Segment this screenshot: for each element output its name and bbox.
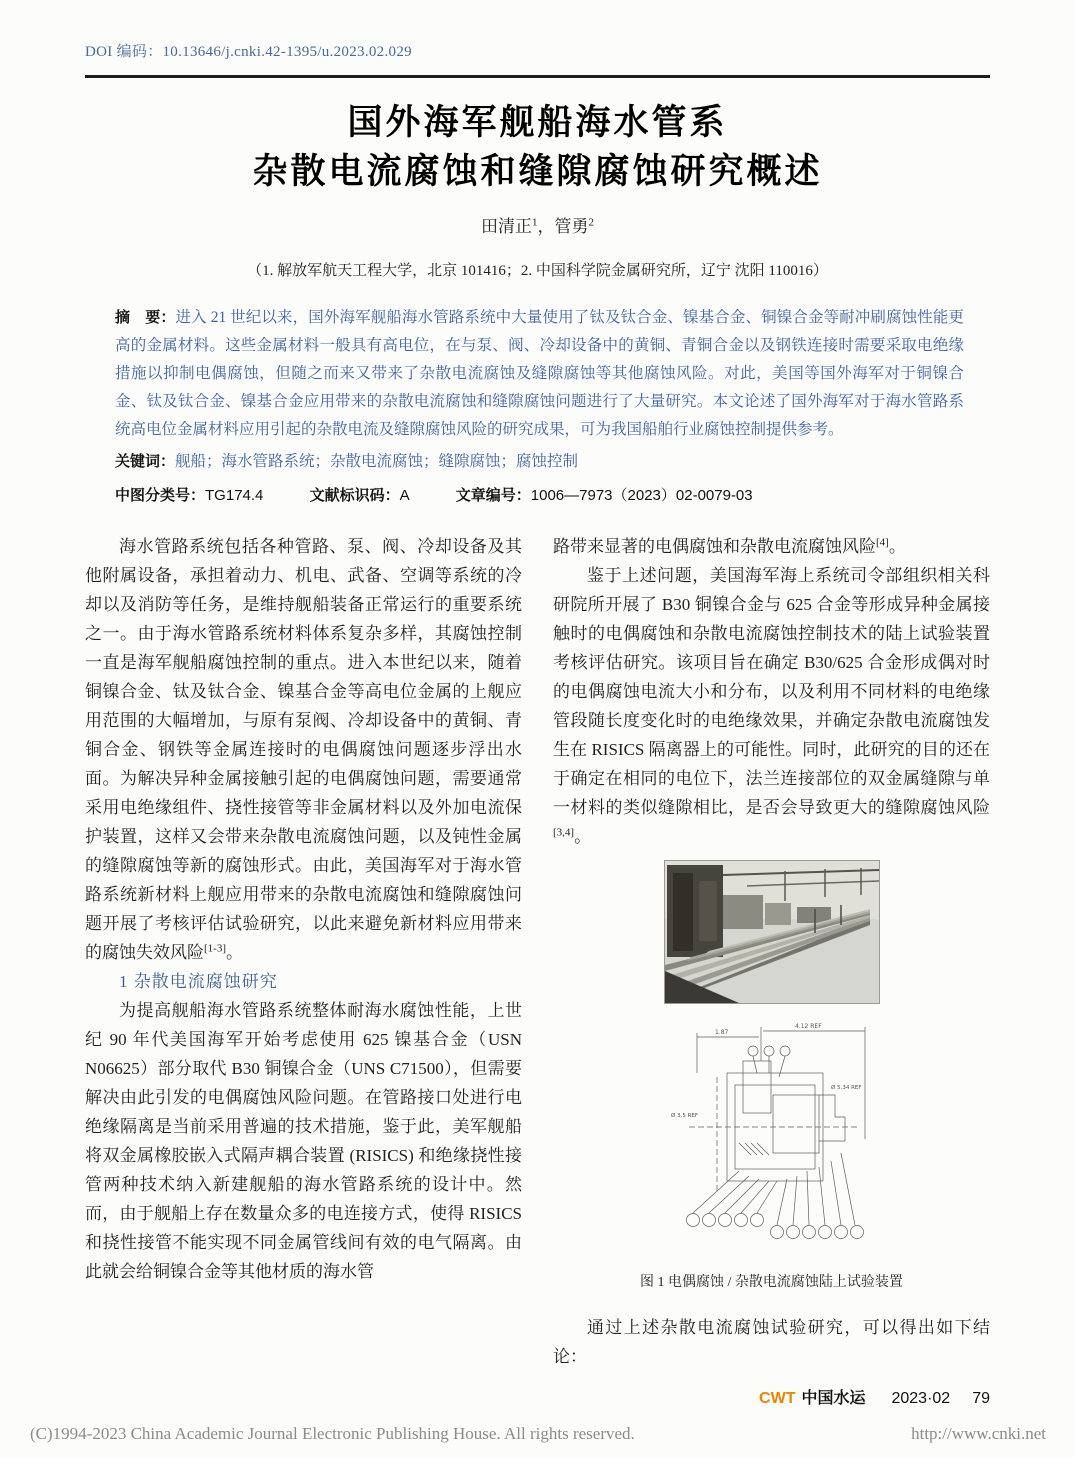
body-paragraph-1: [85, 532, 522, 967]
figure-1-caption: 图 1 电偶腐蚀 / 杂散电流腐蚀陆上试验装置: [640, 1275, 903, 1290]
reference-mark: [1-3]: [204, 942, 226, 955]
article-title-line1: 国外海军舰船海水管系: [347, 103, 728, 142]
sentence-period: 。: [888, 537, 906, 556]
reference-mark: [3,4]: [553, 826, 575, 839]
body-paragraph-4: [553, 561, 990, 851]
clc-label: 中图分类号：: [115, 487, 206, 504]
sentence-period: 。: [574, 827, 592, 846]
affiliation-line: （1. 解放军航天工程大学，北京 101416；2. 中国科学院金属研究所，辽宁 沈阳 110016）: [247, 263, 828, 279]
journal-footer: [759, 1385, 990, 1408]
two-column-body: [85, 532, 990, 1371]
journal-abbr: CWT: [759, 1390, 796, 1407]
abstract-paragraph: [115, 304, 964, 444]
author-separator: ，: [537, 217, 555, 236]
article-no-value: 1006—7973（2023）02-0079-03: [530, 487, 753, 504]
article-title-line2: 杂散电流腐蚀和缝隙腐蚀研究概述: [252, 152, 823, 191]
figure-1-drawing: [553, 1021, 990, 1268]
keywords-label: 关键词：: [115, 453, 176, 470]
left-column: [85, 532, 522, 1371]
journal-name: 中国水运: [801, 1390, 866, 1407]
abstract-label: 摘 要：: [115, 309, 176, 326]
doi-code: DOI 编码：10.13646/j.cnki.42-1395/u.2023.02.029: [85, 44, 412, 60]
body-paragraph-2: 为提高舰船海水管路系统整体耐海水腐蚀性能，上世纪 90 年代美国海军开始考虑使用 625 镍基合金（USN N06625）部分取代 B30 铜镍合金（UNS C71500），但需要解决由此引发的电偶腐蚀风险问题。在管路接口处进行电绝缘隔离是当前采用普遍的技术措施，鉴于此，美军舰船将双金属橡胶嵌入式隔声耦合装置 (RISICS) 和绝缘挠性接管两种技术纳入新建舰船的海水管路系统的设计中。然而，由于舰船上存在数量众多的电连接方式，使得 RISICS 和挠性接管不能实现不同金属管线间有效的电气隔离。由此就会给铜镍合金等其他材质的海水管: [85, 1001, 522, 1281]
dimension-label-3: Ø 3.5 REF: [671, 1113, 699, 1119]
author-2: 管勇: [554, 217, 589, 236]
flange-assembly-drawing: [669, 1021, 874, 1259]
dimension-label-2: 4.12 REF: [795, 1023, 822, 1030]
copyright-text: (C)1994-2023 China Academic Journal Electronic Publishing House. All rights reserved.: [30, 1424, 635, 1443]
article-title: [85, 98, 990, 196]
issue-number: 2023·02: [891, 1390, 951, 1407]
clc-value: TG174.4: [205, 487, 264, 504]
header-rule: [85, 75, 990, 78]
body-paragraph-1-text: 海水管路系统包括各种管路、泵、阀、冷却设备及其他附属设备，承担着动力、机电、武备、空调等系统的冷却以及消防等任务，是维持舰船装备正常运行的重要系统之一。由于海水管路系统材料体系复杂多样，其腐蚀控制一直是海军舰船腐蚀控制的重点。进入本世纪以来，随着铜镍合金、钛及钛合金、镍基合金等高电位金属的上舰应用范围的大幅增加，与原有泵阀、冷却设备中的黄铜、青铜合金、钢铁等金属连接时的电偶腐蚀问题逐步浮出水面。为解决异种金属接触引起的电偶腐蚀问题，需要通常采用电绝缘组件、挠性接管等非金属材料以及外加电流保护装置，这样又会带来杂散电流腐蚀问题，以及钝性金属的缝隙腐蚀等新的腐蚀形式。由此，美国海军对于海水管路系统新材料上舰应用带来的杂散电流腐蚀和缝隙腐蚀问题开展了考核评估试验研究，以此来避免新材料应用带来的腐蚀失效风险: [85, 537, 522, 962]
copyright-row: [30, 1424, 1046, 1444]
author-2-sup: 2: [588, 216, 594, 229]
keywords-text: 舰船；海水管路系统；杂散电流腐蚀；缝隙腐蚀；腐蚀控制: [175, 453, 579, 470]
keywords-line: [115, 448, 964, 476]
author-line: [85, 212, 990, 237]
figure-1: [553, 860, 990, 1012]
article-no-group: [456, 487, 753, 504]
test-facility-photo: [664, 860, 880, 1004]
body-paragraph-3-text: 路带来显著的电偶腐蚀和杂散电流腐蚀风险: [553, 537, 876, 556]
body-paragraph-5: 通过上述杂散电流腐蚀试验研究，可以得出如下结论：: [553, 1318, 990, 1366]
author-1: 田清正: [481, 217, 532, 236]
page-number: 79: [972, 1390, 990, 1407]
right-column: [553, 532, 990, 1371]
doc-code-label: 文献标识码：: [309, 487, 400, 504]
dimension-label-4: Ø 5.34 REF: [831, 1085, 862, 1091]
classification-line: [115, 482, 964, 510]
sentence-period: 。: [226, 943, 243, 962]
author-1-sup: 1: [532, 216, 538, 229]
body-paragraph-3: [553, 532, 990, 561]
doc-code-group: [310, 487, 410, 504]
body-paragraph-4-text: 鉴于上述问题，美国海军海上系统司令部组织相关科研院所开展了 B30 铜镍合金与 625 合金等形成异种金属接触时的电偶腐蚀和杂散电流腐蚀控制技术的陆上试验装置考核评估研究。该项目旨在确定 B30/625 合金形成偶对时的电偶腐蚀电流大小和分布，以及利用不同材料的电绝缘管段随长度变化时的电绝缘效果，并确定杂散电流腐蚀发生在 RISICS 隔离器上的可能性。同时，此研究的目的还在于确定在相同的电位下，法兰连接部位的双金属缝隙与单一材料的类似缝隙相比，是否会导致更大的缝隙腐蚀风险: [553, 566, 990, 817]
article-no-label: 文章编号：: [455, 487, 531, 504]
section-1-heading: 1 杂散电流腐蚀研究: [119, 972, 278, 991]
reference-mark: [4]: [876, 536, 889, 549]
dimension-label-1: 1.87: [715, 1029, 729, 1036]
clc-group: [115, 487, 263, 504]
doc-code-value: A: [399, 487, 410, 504]
cnki-url: http://www.cnki.net: [911, 1424, 1046, 1443]
abstract-text: 进入 21 世纪以来，国外海军舰船海水管路系统中大量使用了钛及钛合金、镍基合金、铜镍合金等耐冲刷腐蚀性能更高的金属材料。这些金属材料一般具有高电位，在与泵、阀、冷却设备中的黄铜、青铜合金以及钢铁连接时需要采取电绝缘措施以抑制电偶腐蚀，但随之而来又带来了杂散电流腐蚀及缝隙腐蚀等其他腐蚀风险。对此，美国等国外海军对于铜镍合金、钛及钛合金、镍基合金应用带来的杂散电流腐蚀和缝隙腐蚀问题进行了大量研究。本文论述了国外海军对于海水管路系统高电位金属材料应用引起的杂散电流及缝隙腐蚀风险的研究成果，可为我国船舶行业腐蚀控制提供参考。: [115, 309, 964, 438]
